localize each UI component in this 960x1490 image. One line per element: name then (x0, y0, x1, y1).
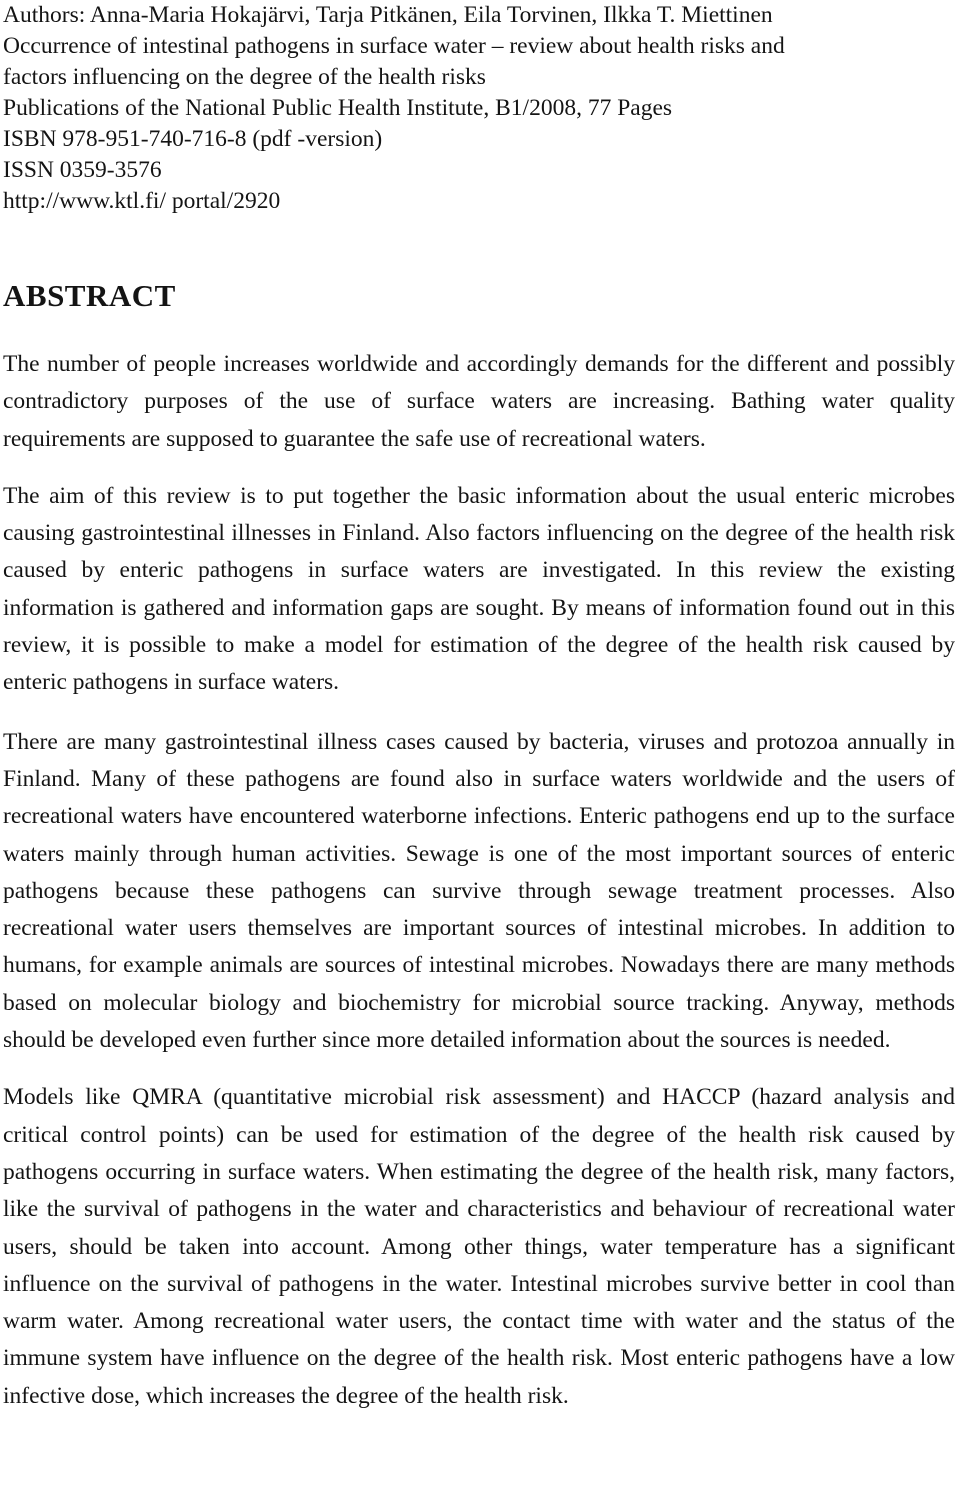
abstract-body (3, 346, 955, 1437)
publication-metadata (3, 0, 955, 217)
title-line-2: factors influencing on the degree of the health risks (3, 64, 486, 90)
publication-line: Publications of the National Public Health Institute, B1/2008, 77 Pages (3, 95, 673, 121)
isbn-line: ISBN 978-951-740-716-8 (pdf -version) (3, 126, 383, 152)
abstract-heading: ABSTRACT (3, 278, 176, 313)
abstract-paragraph-1: The number of people increases worldwide and accordingly demands for the different and possibly contradictory purposes of the use of surface waters are increasing. Bathing water quality requirements are supposed to guarantee the safe use of recreational waters. (3, 351, 955, 452)
title-line-1: Occurrence of intestinal pathogens in surface water – review about health risks and (3, 33, 785, 59)
url-line: http://www.ktl.fi/ portal/2920 (3, 188, 281, 214)
abstract-paragraph-2: The aim of this review is to put together the basic information about the usual enteric microbes causing gastrointestinal illnesses in Finland. Also factors influencing on the degree of the health risk caused by enteric pathogens in surface waters are investigated. In this review the existing information is gathered and information gaps are sought. By means of information found out in this review, it is possible to make a model for estimation of the degree of the health risk caused by enteric pathogens in surface waters. (3, 482, 955, 696)
authors-line: Authors: Anna-Maria Hokajärvi, Tarja Pitkänen, Eila Torvinen, Ilkka T. Miettinen (3, 2, 773, 28)
issn-line: ISSN 0359-3576 (3, 157, 162, 183)
abstract-paragraph-3: There are many gastrointestinal illness cases caused by bacteria, viruses and protozoa annually in Finland. Many of these pathogens are found also in surface waters worldwide and the users of recreational waters have encountered waterborne infections. Enteric pathogens end up to the surface waters mainly through human activities. Sewage is one of the most important sources of enteric pathogens because these pathogens can survive through sewage treatment processes. Also recreational water users themselves are important sources of intestinal microbes. In addition to humans, for example animals are sources of intestinal microbes. Nowadays there are many methods based on molecular biology and biochemistry for microbial source tracking. Anyway, methods should be developed even further since more detailed information about the sources is needed. (3, 728, 955, 1054)
abstract-paragraph-4: Models like QMRA (quantitative microbial risk assessment) and HACCP (hazard analysis and critical control points) can be used for estimation of the degree of the health risk caused by pathogens occurring in surface waters. When estimating the degree of the health risk, many factors, like the survival of pathogens in the water and characteristics and behaviour of recreational water users, should be taken into account. Among other things, water temperature has a significant influence on the survival of pathogens in the water. Intestinal microbes survive better in cool than warm water. Among recreational water users, the contact time with water and the status of the immune system have influence on the degree of the health risk. Most enteric pathogens have a low infective dose, which increases the degree of the health risk. (3, 1084, 955, 1409)
document-page (3, 0, 955, 1409)
